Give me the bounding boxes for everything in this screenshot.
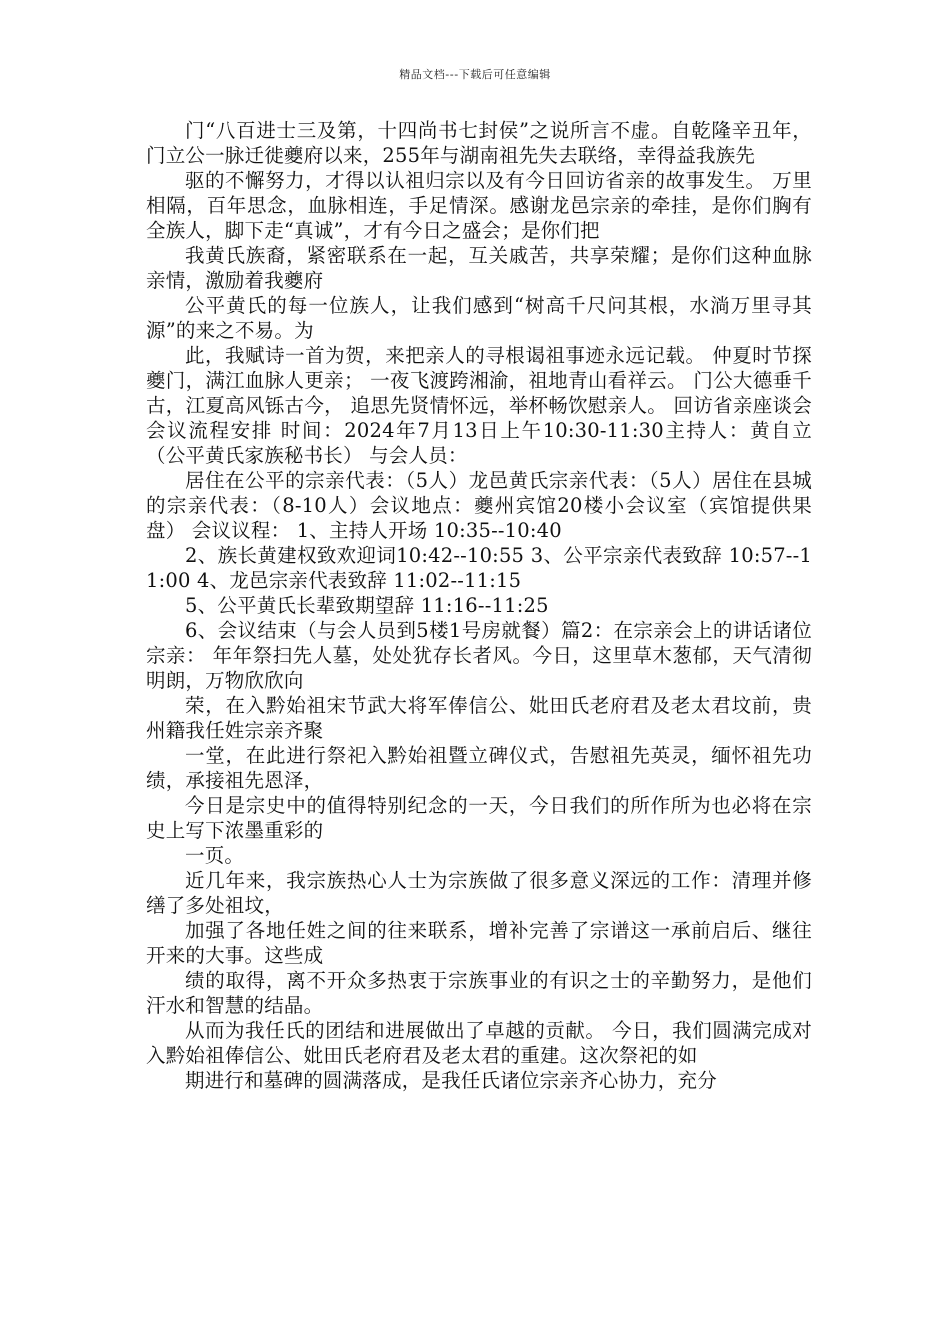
paragraph: 期进行和墓碑的圆满落成，是我任氏诸位宗亲齐心协力，充分	[185, 1069, 717, 1092]
paragraph: 6、会议结束（与会人员到5楼1号房就餐）篇2：在宗亲会上的讲话诸位宗亲： 年年祭扫先人墓，处处犹存长者风。今日，这里草木葱郁，天气清彻明朗，万物欣欣向	[146, 619, 812, 692]
paragraph: 此，我赋诗一首为贺，来把亲人的寻根谒祖事迹永远记载。 仲夏时节探夔门，满江血脉人更亲； 一夜飞渡跨湘渝，祖地青山看祥云。 门公大德垂千古，江夏高风铄古今， 追思先贤情怀远，举杯畅饮慰亲人。 回访省亲座谈会会议流程安排 时间：2024年7月13日上午10:30-11:30主持人：黄自立（公平黄氏家族秘书长） 与会人员：	[146, 344, 812, 467]
paragraph: 5、公平黄氏长辈致期望辞 11:16--11:25	[185, 594, 549, 617]
paragraph: 加强了各地任姓之间的往来联系，增补完善了宗谱这一承前启后、继往开来的大事。这些成	[146, 919, 812, 967]
page-header: 精品文档---下载后可任意编辑	[399, 68, 551, 81]
paragraph: 门“八百进士三及第，十四尚书七封侯”之说所言不虚。自乾隆辛丑年，门立公一脉迁徙夔府以来，255年与湖南祖先失去联络，幸得益我族先	[146, 119, 812, 167]
paragraph: 从而为我任氏的团结和进展做出了卓越的贡献。 今日，我们圆满完成对入黔始祖俸信公、妣田氏老府君及老太君的重建。这次祭祀的如	[146, 1019, 812, 1067]
paragraph: 驱的不懈努力，才得以认祖归宗以及有今日回访省亲的故事发生。 万里相隔，百年思念，血脉相连，手足情深。感谢龙邑宗亲的牵挂，是你们胸有全族人，脚下走“真诚”，才有今日之盛会；是你们把	[146, 169, 812, 242]
paragraph: 一页。	[185, 844, 245, 867]
paragraph: 荣，在入黔始祖宋节武大将军俸信公、妣田氏老府君及老太君坟前，贵州籍我任姓宗亲齐聚	[146, 694, 812, 742]
document-body	[146, 118, 812, 1093]
paragraph: 公平黄氏的每一位族人，让我们感到“树高千尺问其根，水淌万里寻其源”的来之不易。为	[146, 294, 812, 342]
paragraph: 近几年来，我宗族热心人士为宗族做了很多意义深远的工作：清理并修缮了多处祖坟，	[146, 869, 812, 917]
paragraph: 居住在公平的宗亲代表：（5人）龙邑黄氏宗亲代表：（5人）居住在县城的宗亲代表：（8-10人）会议地点：夔州宾馆20楼小会议室（宾馆提供果盘） 会议议程： 1、主持人开场 10:35--10:40	[146, 469, 812, 542]
paragraph: 一堂，在此进行祭祀入黔始祖暨立碑仪式，告慰祖先英灵，缅怀祖先功绩，承接祖先恩泽，	[146, 744, 812, 792]
paragraph: 绩的取得，离不开众多热衷于宗族事业的有识之士的辛勤努力，是他们汗水和智慧的结晶。	[146, 969, 812, 1017]
paragraph: 2、族长黄建权致欢迎词10:42--10:55 3、公平宗亲代表致辞 10:57--11:00 4、龙邑宗亲代表致辞 11:02--11:15	[146, 544, 812, 592]
paragraph: 我黄氏族裔，紧密联系在一起，互关戚苦，共享荣耀；是你们这种血脉亲情，激励着我夔府	[146, 244, 812, 292]
paragraph: 今日是宗史中的值得特别纪念的一天，今日我们的所作所为也必将在宗史上写下浓墨重彩的	[146, 794, 812, 842]
